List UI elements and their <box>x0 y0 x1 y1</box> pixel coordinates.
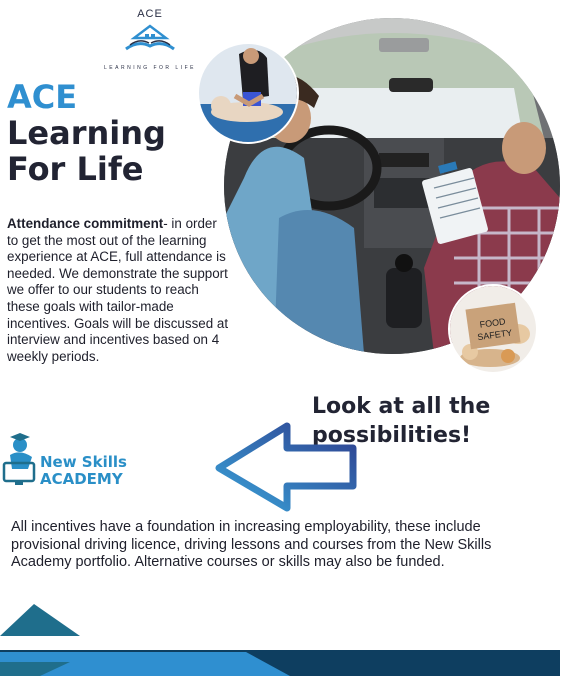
first-aid-photo <box>197 42 299 144</box>
food-sign-line2: SAFETY <box>476 327 513 343</box>
attendance-body: - in order to get the most out of the learning experience at ACE, full attendance is needed. We demonstrate the support we offer to our students to reach these goals with tailor-made incentives. Goals will be discussed at interview and incentives based on 4 weekly periods. <box>7 216 229 364</box>
callout-line1: Look at all the <box>312 394 491 419</box>
attendance-paragraph <box>7 216 229 365</box>
food-safety-photo <box>448 284 538 374</box>
page-title <box>7 80 166 187</box>
footer-decoration <box>0 604 562 676</box>
callout-line2: possibilities! <box>312 423 472 448</box>
ace-logo <box>95 8 205 71</box>
title-line-ace: ACE <box>7 78 78 116</box>
arrow-icon <box>215 420 360 512</box>
nsa-line2: ACADEMY <box>40 470 123 488</box>
logo-tagline: LEARNING FOR LIFE <box>104 65 196 71</box>
house-book-icon <box>120 22 180 52</box>
attendance-lead: Attendance commitment <box>7 216 164 231</box>
food-sign-line1: FOOD <box>479 316 507 330</box>
logo-title: ACE <box>137 8 163 20</box>
title-line-learning: Learning <box>7 113 166 152</box>
nsa-line1: New Skills <box>40 453 127 471</box>
graduate-monitor-icon <box>2 433 42 489</box>
incentives-paragraph: All incentives have a foundation in increasing employability, these include provisional driving licence, driving lessons and courses from the New Skills Academy portfolio. Alternative courses or skills may also be funded. <box>11 519 492 570</box>
title-line-for-life: For Life <box>7 149 144 188</box>
new-skills-academy-logo <box>2 433 132 493</box>
